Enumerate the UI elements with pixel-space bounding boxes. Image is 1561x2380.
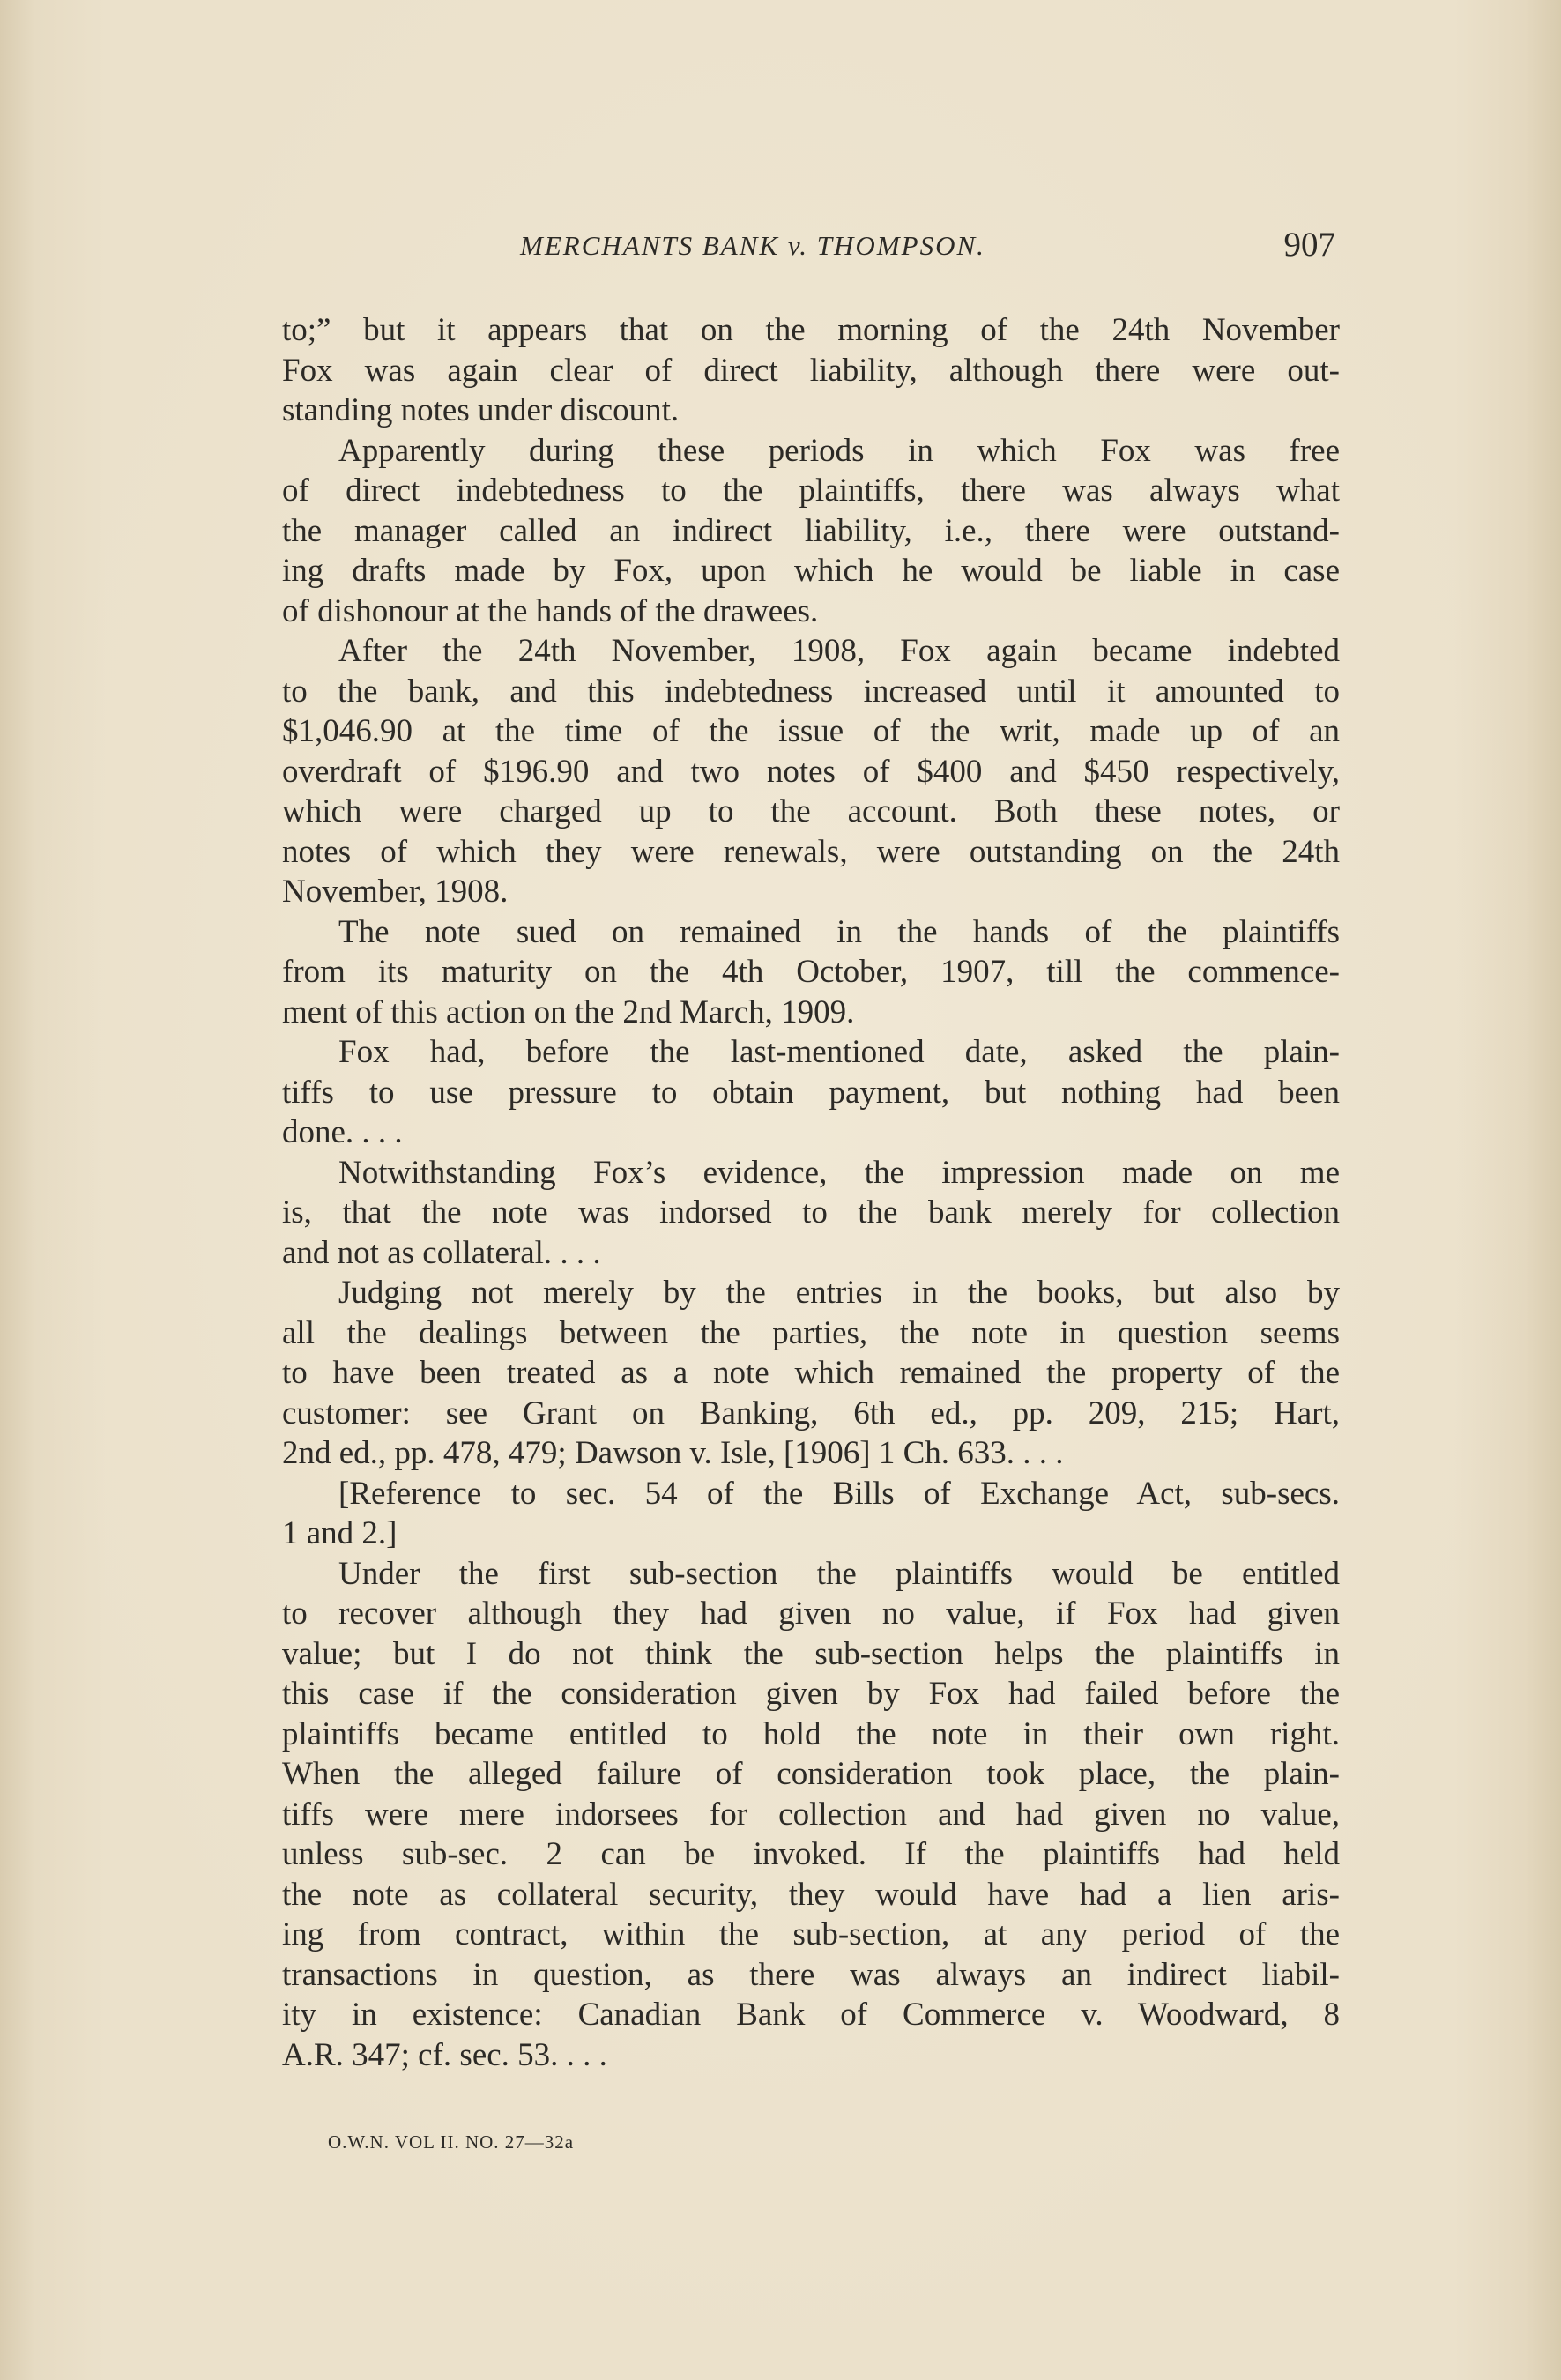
text-line: When the alleged failure of consideration took place, the plain- <box>282 1756 1340 1792</box>
text-line: from its maturity on the 4th October, 1907, till the commence- <box>282 954 1340 990</box>
text-line: tiffs were mere indorsees for collection and had given no value, <box>282 1796 1340 1833</box>
text-line: ing from contract, within the sub-section, at any period of the <box>282 1916 1340 1952</box>
text-line: tiffs to use pressure to obtain payment, but nothing had been <box>282 1074 1340 1111</box>
text-line: Judging not merely by the entries in the books, but also by <box>338 1275 1340 1311</box>
paragraph <box>282 1273 1340 1474</box>
paragraph <box>282 912 1340 1033</box>
text-line: Apparently during these periods in which Fox was free <box>338 432 1340 469</box>
text-line: A.R. 347; cf. sec. 53. . . . <box>282 2036 607 2073</box>
text-line: the manager called an indirect liability, i.e., there were outstand- <box>282 512 1340 549</box>
text-line: done. . . . <box>282 1114 403 1150</box>
page-number: 907 <box>1283 226 1335 264</box>
text-line: transactions in question, as there was always an indirect liabil- <box>282 1956 1340 1993</box>
paragraph <box>282 431 1340 632</box>
text-line: to the bank, and this indebtedness increased until it amounted to <box>282 673 1340 710</box>
text-line: is, that the note was indorsed to the bank merely for collection <box>282 1194 1340 1231</box>
paragraph <box>282 631 1340 912</box>
paragraph <box>282 310 1340 431</box>
text-line: value; but I do not think the sub-section helps the plaintiffs in <box>282 1635 1340 1672</box>
text-line: customer: see Grant on Banking, 6th ed., pp. 209, 215; Hart, <box>282 1395 1340 1432</box>
printer-signature: O.W.N. VOL II. NO. 27—32a <box>328 2131 575 2153</box>
text-line: November, 1908. <box>282 874 509 910</box>
text-line: overdraft of $196.90 and two notes of $400 and $450 respectively, <box>282 753 1340 790</box>
text-line: 2nd ed., pp. 478, 479; Dawson v. Isle, [1906] 1 Ch. 633. . . . <box>282 1435 1064 1471</box>
text-line: Fox was again clear of direct liability, although there were out- <box>282 352 1340 389</box>
text-line: of direct indebtedness to the plaintiffs, there was always what <box>282 472 1340 509</box>
text-line: all the dealings between the parties, the note in question seems <box>282 1314 1340 1351</box>
text-line: plaintiffs became entitled to hold the note in their own right. <box>282 1715 1340 1752</box>
running-title: MERCHANTS BANK v. THOMPSON. <box>520 230 985 261</box>
text-line: unless sub-sec. 2 can be invoked. If the plaintiffs had held <box>282 1836 1340 1872</box>
text-line: 1 and 2.] <box>282 1515 398 1551</box>
text-line: standing notes under discount. <box>282 392 680 428</box>
running-head <box>282 225 1335 278</box>
text-line: ment of this action on the 2nd March, 1909. <box>282 993 855 1030</box>
paragraph <box>282 1554 1340 2076</box>
text-line: the note as collateral security, they would have had a lien aris- <box>282 1876 1340 1913</box>
text-line: After the 24th November, 1908, Fox again became indebted <box>338 633 1340 669</box>
text-line: Under the first sub-section the plaintiffs would be entitled <box>338 1555 1340 1592</box>
text-line: which were charged up to the account. Both these notes, or <box>282 793 1340 829</box>
paragraph <box>282 1474 1340 1554</box>
paragraph <box>282 1032 1340 1153</box>
text-line: notes of which they were renewals, were outstanding on the 24th <box>282 833 1340 870</box>
text-line: ing drafts made by Fox, upon which he would be liable in case <box>282 553 1340 589</box>
text-line: to recover although they had given no value, if Fox had given <box>282 1595 1340 1632</box>
text-line: this case if the consideration given by Fox had failed before the <box>282 1676 1340 1712</box>
text-line: The note sued on remained in the hands of the plaintiffs <box>338 913 1340 950</box>
text-line: to have been treated as a note which remained the property of the <box>282 1355 1340 1391</box>
text-line: [Reference to sec. 54 of the Bills of Exchange Act, sub-secs. <box>338 1475 1340 1512</box>
text-line: Fox had, before the last-mentioned date, asked the plain- <box>338 1034 1340 1070</box>
text-line: of dishonour at the hands of the drawees. <box>282 592 819 629</box>
text-line: to;” but it appears that on the morning of the 24th November <box>282 312 1340 348</box>
text-line: $1,046.90 at the time of the issue of the writ, made up of an <box>282 713 1340 749</box>
text-line: Notwithstanding Fox’s evidence, the impression made on me <box>338 1154 1340 1191</box>
text-line: ity in existence: Canadian Bank of Commerce v. Woodward, 8 <box>282 1997 1340 2033</box>
paragraph <box>282 1153 1340 1274</box>
text-line: and not as collateral. . . . <box>282 1234 601 1271</box>
body-text <box>282 310 1340 2075</box>
